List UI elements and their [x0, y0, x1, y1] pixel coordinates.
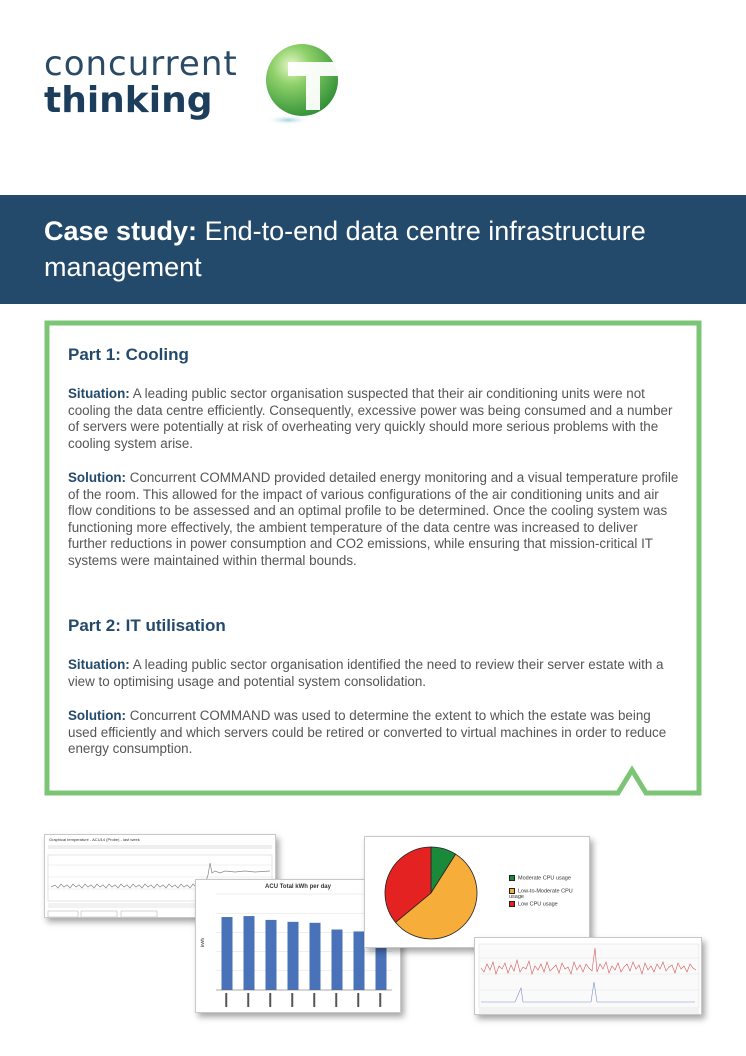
part1-situation-label: Situation:: [68, 386, 130, 401]
part1-situation: [68, 386, 680, 452]
bar-chart-bar: [310, 923, 321, 990]
pie-chart-screenshot: [364, 836, 590, 948]
pie-legend-low: [509, 901, 558, 907]
bar-chart-ylabel: kWh: [200, 938, 205, 947]
page-title: [44, 213, 702, 285]
bar-chart-tick-label: [335, 993, 337, 1007]
part1-solution-label: Solution:: [68, 470, 127, 485]
pie-legend-label-moderate: Moderate CPU usage: [518, 875, 571, 882]
bar-chart-tick-label: [357, 993, 359, 1007]
cpu-line-chart-screenshot: [474, 937, 702, 1015]
part2-situation: [68, 657, 680, 690]
logo-text-thinking: thinking: [44, 80, 213, 121]
bar-chart-bar: [288, 922, 299, 990]
page-title-label: Case study:: [44, 216, 198, 246]
part2-situation-text: A leading public sector organisation identified the need to review their server estate with a view to optimising usage and potential system consolidation.: [68, 657, 664, 689]
bar-chart-bar: [222, 917, 233, 990]
pie-legend-low-moderate: [509, 888, 589, 900]
temperature-graph-title: Graphical temperature - ACU14 (Probe) - last week: [49, 837, 140, 842]
part1-heading: Part 1: Cooling: [68, 345, 189, 364]
part2-heading: Part 2: IT utilisation: [68, 616, 226, 635]
pie-legend-moderate: [509, 875, 571, 881]
part1-solution: [68, 470, 680, 569]
bar-chart-tick-label: [247, 993, 249, 1007]
part2-solution-label: Solution:: [68, 708, 127, 723]
title-banner: [0, 195, 746, 304]
company-logo: [44, 40, 354, 130]
pie-legend-label-low: Low CPU usage: [518, 901, 558, 908]
part2-solution-text: Concurrent COMMAND was used to determine the extent to which the estate was being used efficiently and which servers could be retired or converted to virtual machines in order to reduce energy consumption.: [68, 708, 667, 756]
part2-situation-label: Situation:: [68, 657, 130, 672]
part2-solution: [68, 708, 680, 758]
case-study-content: [68, 344, 680, 776]
logo-sphere-icon: [258, 40, 348, 130]
bar-chart-bar: [354, 931, 365, 990]
part1-situation-text: A leading public sector organisation suspected that their air conditioning units were not cooling the data centre efficiently. Consequently, excessive power was being consumed and a number of servers were potentially at risk of overheating very quickly should more serious problems with the cooling system arise.: [68, 386, 673, 451]
pie-legend-label-low-moderate: Low-to-Moderate CPU usage: [509, 888, 573, 901]
bar-chart-bar: [332, 930, 343, 990]
part1-solution-text: Concurrent COMMAND provided detailed energy monitoring and a visual temperature profile of the room. This allowed for the impact of various configurations of the air conditioning units and air flow conditions to be assessed and an optimal profile to be determined. Once the cooling system was functioning more effectively, the ambient temperature of the data centre was increased to deliver further reductions in power consumption and CO2 emissions, while ensuring that mission-critical IT systems were maintained within thermal bounds.: [68, 470, 679, 568]
bar-chart-tick-label: [269, 993, 271, 1007]
logo-text-concurrent: concurrent: [44, 44, 238, 84]
bar-chart-title: ACU Total kWh per day: [265, 884, 331, 890]
bar-chart-tick-label: [225, 993, 227, 1007]
bar-chart-tick-label: [379, 993, 381, 1007]
bar-chart-bar: [266, 920, 277, 990]
page-title-text: End-to-end data centre infrastructure management: [44, 216, 646, 282]
bar-chart-tick-label: [291, 993, 293, 1007]
bar-chart-bar: [244, 916, 255, 990]
bar-chart-tick-label: [313, 993, 315, 1007]
